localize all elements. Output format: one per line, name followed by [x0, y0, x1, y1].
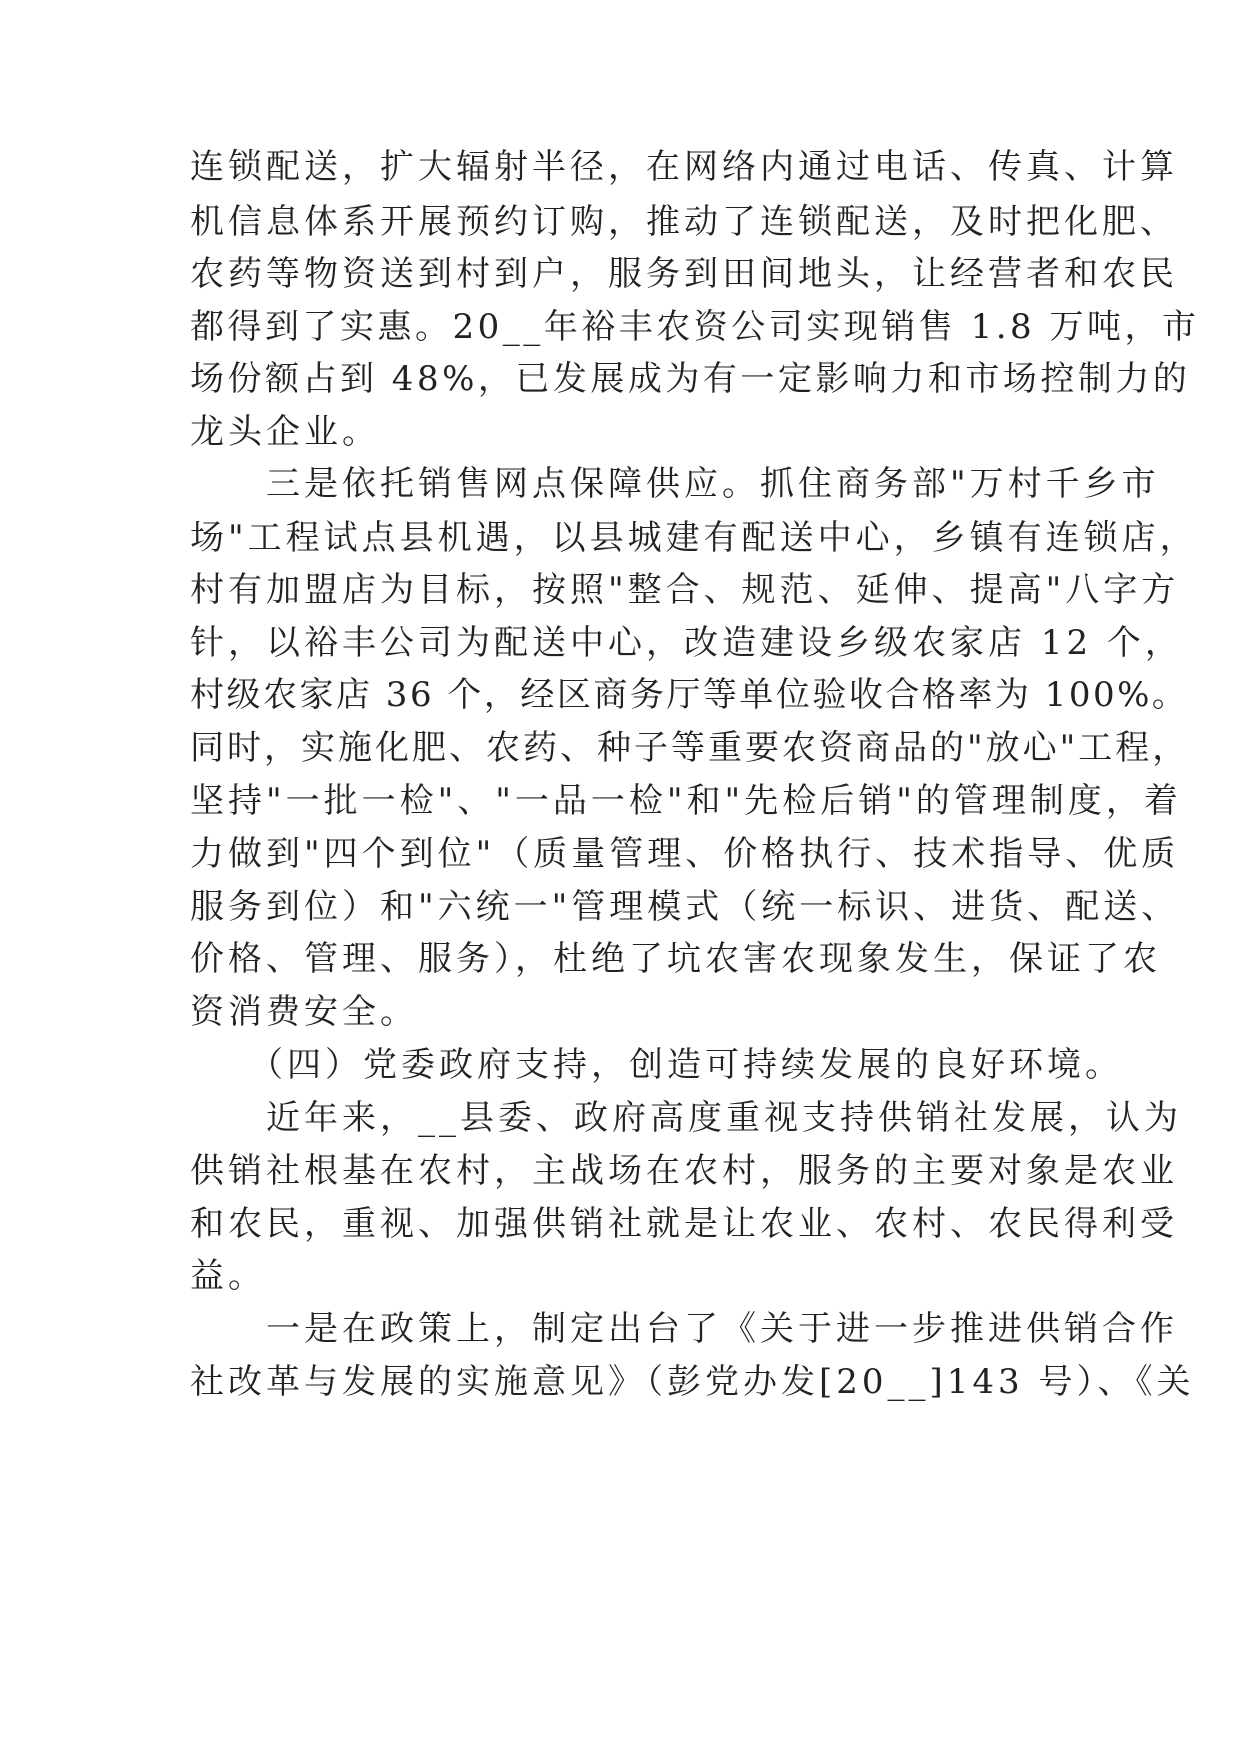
text-line: 龙头企业。 — [190, 412, 380, 452]
text-line: 资消费安全。 — [190, 992, 418, 1032]
text-line: 坚持"一批一检"、"一品一检"和"先检后销"的管理制度，着 — [190, 781, 1182, 821]
text-line: 价格、管理、服务），杜绝了坑农害农现象发生，保证了农 — [190, 939, 1161, 979]
text-line: 都得到了实惠。20__年裕丰农资公司实现销售 1.8 万吨，市 — [190, 307, 1200, 347]
text-line: 场"工程试点县机遇，以县城建有配送中心，乡镇有连锁店， — [190, 518, 1198, 558]
text-line: 村有加盟店为目标，按照"整合、规范、延伸、提高"八字方 — [190, 570, 1180, 610]
text-line: 三是依托销售网点保障供应。抓住商务部"万村千乡市 — [190, 464, 1160, 504]
text-line: 机信息体系开展预约订购，推动了连锁配送，及时把化肥、 — [190, 202, 1178, 242]
section-heading: （四）党委政府支持，创造可持续发展的良好环境。 — [190, 1045, 1123, 1085]
text-line: 场份额占到 48%，已发展成为有一定影响力和市场控制力的 — [190, 359, 1191, 399]
text-line: 社改革与发展的实施意见》（彭党办发[20__]143 号）、《关 — [190, 1362, 1195, 1402]
text-line: 村级农家店 36 个，经区商务厅等单位验收合格率为 100%。 — [190, 675, 1189, 715]
text-line: 农药等物资送到村到户，服务到田间地头，让经营者和农民 — [190, 254, 1178, 294]
text-line: 一是在政策上，制定出台了《关于进一步推进供销合作 — [190, 1309, 1178, 1349]
text-line: 近年来，__县委、政府高度重视支持供销社发展，认为 — [190, 1098, 1182, 1138]
text-line: 同时，实施化肥、农药、种子等重要农资商品的"放心"工程， — [190, 728, 1190, 768]
text-line: 供销社根基在农村，主战场在农村，服务的主要对象是农业 — [190, 1151, 1178, 1191]
text-line: 连锁配送，扩大辐射半径，在网络内通过电话、传真、计算 — [190, 147, 1178, 187]
text-line: 益。 — [190, 1256, 266, 1296]
text-line: 服务到位）和"六统一"管理模式（统一标识、进货、配送、 — [190, 887, 1180, 927]
text-line: 力做到"四个到位"（质量管理、价格执行、技术指导、优质 — [190, 834, 1180, 874]
text-line: 针，以裕丰公司为配送中心，改造建设乡级农家店 12 个， — [190, 623, 1183, 663]
text-line: 和农民，重视、加强供销社就是让农业、农村、农民得利受 — [190, 1204, 1178, 1244]
